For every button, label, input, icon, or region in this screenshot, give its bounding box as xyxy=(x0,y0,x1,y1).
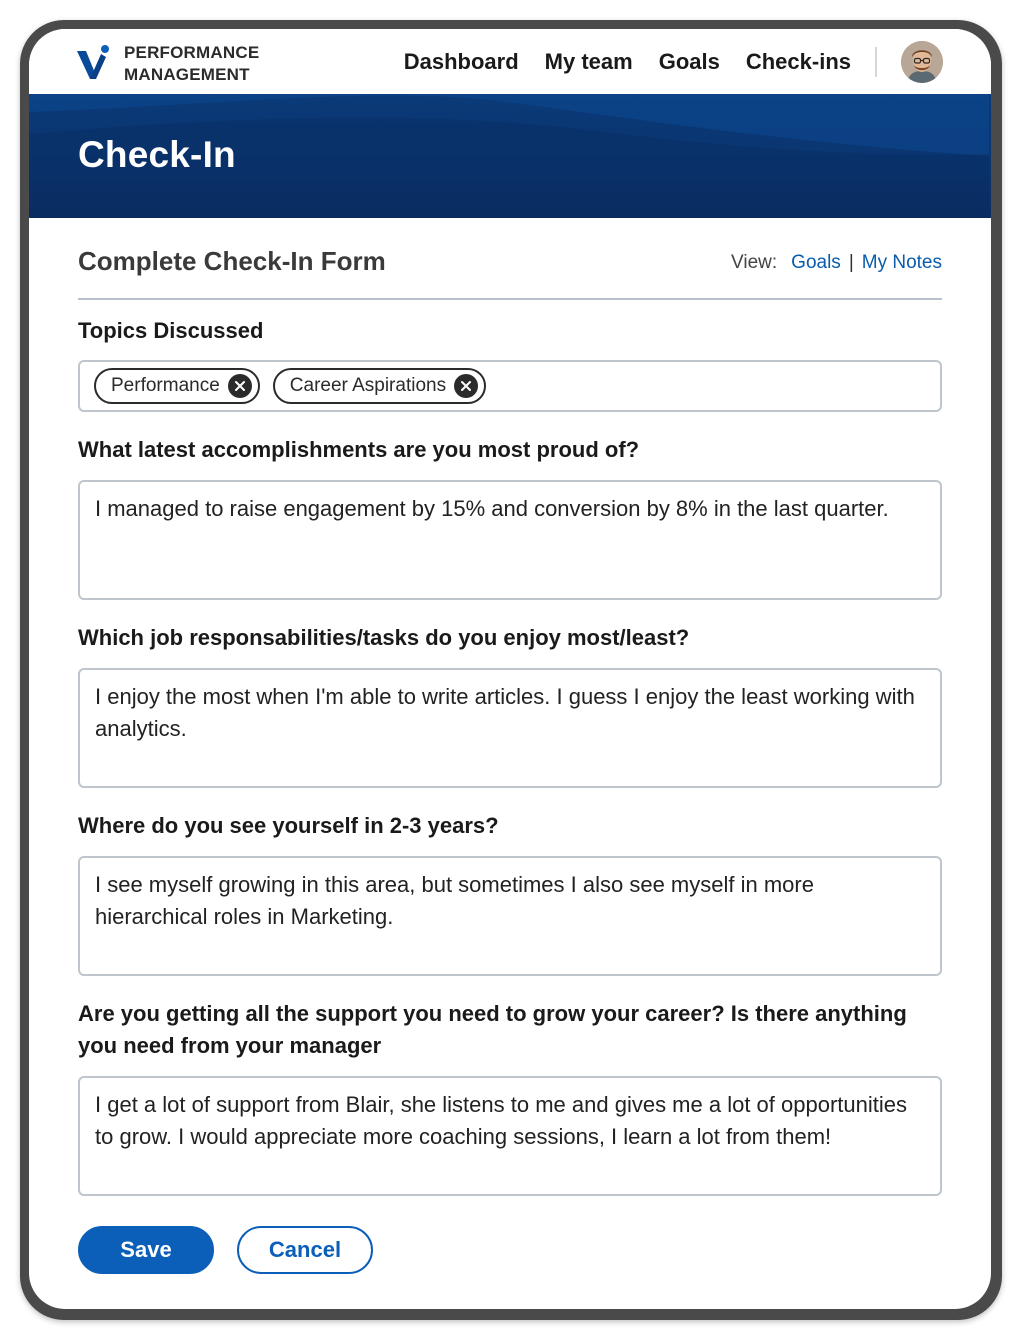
save-button[interactable]: Save xyxy=(78,1226,214,1274)
answer-future[interactable] xyxy=(78,856,942,976)
close-circle-icon[interactable] xyxy=(454,374,478,398)
v-logo-icon[interactable] xyxy=(77,44,111,80)
topic-chip-performance[interactable] xyxy=(94,368,260,404)
question-label: Which job responsabilities/tasks do you enjoy most/least? xyxy=(78,625,690,650)
question-support xyxy=(78,998,942,1196)
question-accomplishments xyxy=(78,434,942,600)
nav-my-team[interactable]: My team xyxy=(544,49,633,74)
question-label: Are you getting all the support you need to grow your career? Is there anything you need from your manager xyxy=(78,1001,907,1058)
topic-chip-career-aspirations[interactable] xyxy=(273,368,486,404)
nav-goals[interactable]: Goals xyxy=(658,49,720,74)
topic-chip-label: Career Aspirations xyxy=(289,375,447,396)
view-separator: | xyxy=(848,252,854,273)
page-title: Check-In xyxy=(78,134,236,175)
close-circle-icon[interactable] xyxy=(228,374,252,398)
form-title: Complete Check-In Form xyxy=(78,246,386,276)
page-banner xyxy=(29,94,991,218)
user-avatar[interactable] xyxy=(901,41,943,83)
form-header xyxy=(78,218,942,300)
answer-support[interactable] xyxy=(78,1076,942,1196)
check-in-form xyxy=(78,218,942,1262)
view-links xyxy=(731,252,942,274)
view-label: View: xyxy=(731,252,778,273)
brand-name xyxy=(124,42,259,86)
topic-chip-label: Performance xyxy=(111,375,220,396)
brand-line-2: MANAGEMENT xyxy=(124,65,250,84)
main-nav xyxy=(404,47,851,77)
cancel-button[interactable]: Cancel xyxy=(237,1226,373,1274)
question-label: What latest accomplishments are you most proud of? xyxy=(78,437,640,462)
nav-divider xyxy=(875,47,877,77)
nav-dashboard[interactable]: Dashboard xyxy=(403,49,519,74)
top-navigation-bar xyxy=(29,29,991,94)
answer-accomplishments[interactable] xyxy=(78,480,942,600)
topics-input[interactable] xyxy=(78,360,942,412)
app-window xyxy=(29,29,991,1309)
topics-label: Topics Discussed xyxy=(78,318,264,343)
device-frame xyxy=(20,20,1002,1320)
view-my-notes-link[interactable]: My Notes xyxy=(861,252,942,273)
nav-check-ins[interactable]: Check-ins xyxy=(745,49,851,74)
question-label: Where do you see yourself in 2-3 years? xyxy=(78,813,499,838)
question-responsibilities xyxy=(78,622,942,788)
view-goals-link[interactable]: Goals xyxy=(791,252,841,273)
avatar-image xyxy=(901,41,943,83)
question-future xyxy=(78,810,942,976)
brand-line-1: PERFORMANCE xyxy=(124,43,260,62)
answer-responsibilities[interactable] xyxy=(78,668,942,788)
